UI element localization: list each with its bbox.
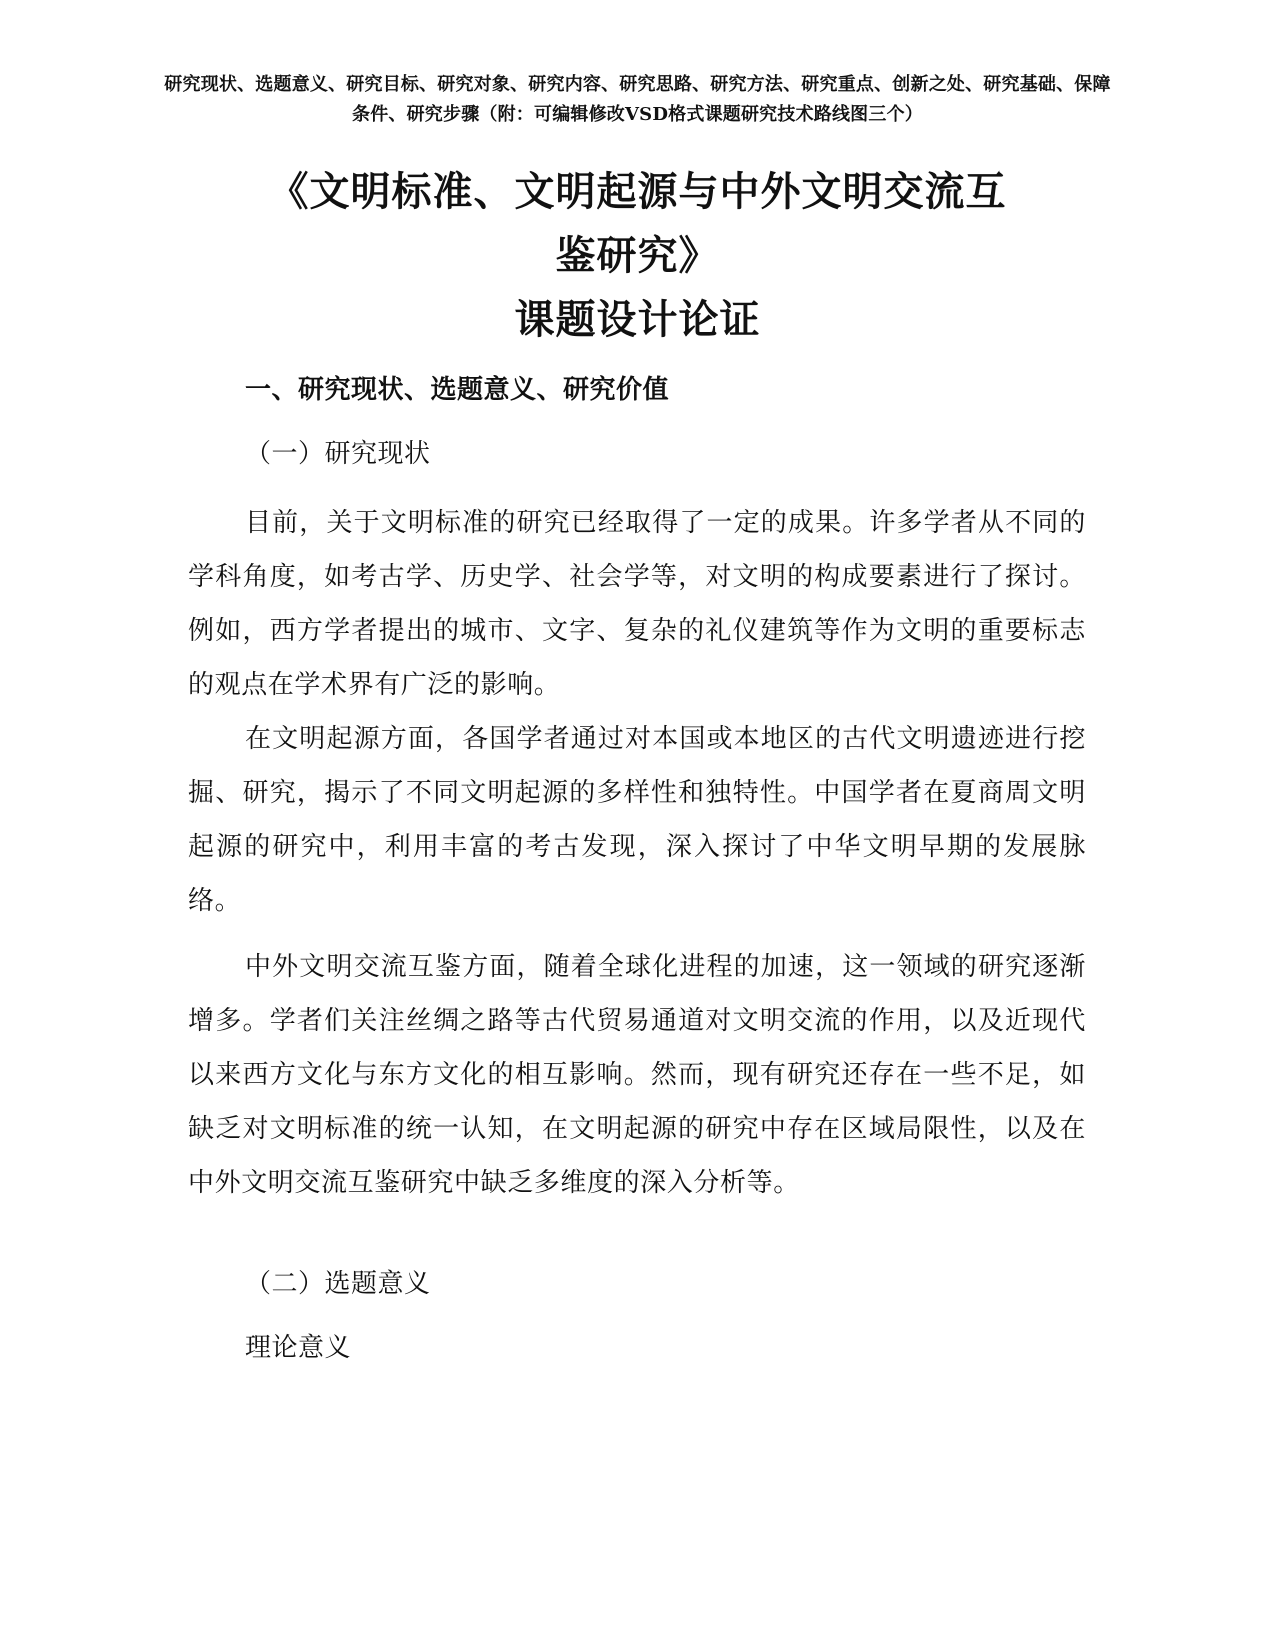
title-line-3: 课题设计论证 <box>514 297 761 343</box>
subsection-heading-topic-significance: （二）选题意义 <box>245 1269 431 1299</box>
paragraph-civilization-origins: 在文明起源方面，各国学者通过对本国或本地区的古代文明遗迹进行挖掘、研究，揭示了不同文明起源的多样性和独特性。中国学者在夏商周文明起源的研究中，利用丰富的考古发现，深入探讨了中华文明早期的发展脉络。 <box>188 724 1086 916</box>
title-line-1: 《文明标准、文明起源与中外文明交流互 <box>268 169 1007 215</box>
document-title <box>150 160 1125 352</box>
paragraph-civilization-standards: 目前，关于文明标准的研究已经取得了一定的成果。许多学者从不同的学科角度，如考古学、历史学、社会学等，对文明的构成要素进行了探讨。例如，西方学者提出的城市、文字、复杂的礼仪建筑等作为文明的重要标志的观点在学术界有广泛的影响。 <box>188 508 1086 700</box>
subsection-heading-research-status: （一）研究现状 <box>245 439 431 469</box>
paragraph-civilization-exchange: 中外文明交流互鉴方面，随着全球化进程的加速，这一领域的研究逐渐增多。学者们关注丝绸之路等古代贸易通道对文明交流的作用，以及近现代以来西方文化与东方文化的相互影响。然而，现有研究还存在一些不足，如缺乏对文明标准的统一认知，在文明起源的研究中存在区域局限性，以及在中外文明交流互鉴研究中缺乏多维度的深入分析等。 <box>188 952 1086 1198</box>
title-line-2: 鉴研究》 <box>555 233 720 279</box>
section-heading: 一、研究现状、选题意义、研究价值 <box>245 375 670 405</box>
theory-significance-label: 理论意义 <box>245 1333 352 1363</box>
header-note: 研究现状、选题意义、研究目标、研究对象、研究内容、研究思路、研究方法、研究重点、创新之处、研究基础、保障条件、研究步骤（附：可编辑修改VSD格式课题研究技术路线图三个） <box>164 74 1111 125</box>
